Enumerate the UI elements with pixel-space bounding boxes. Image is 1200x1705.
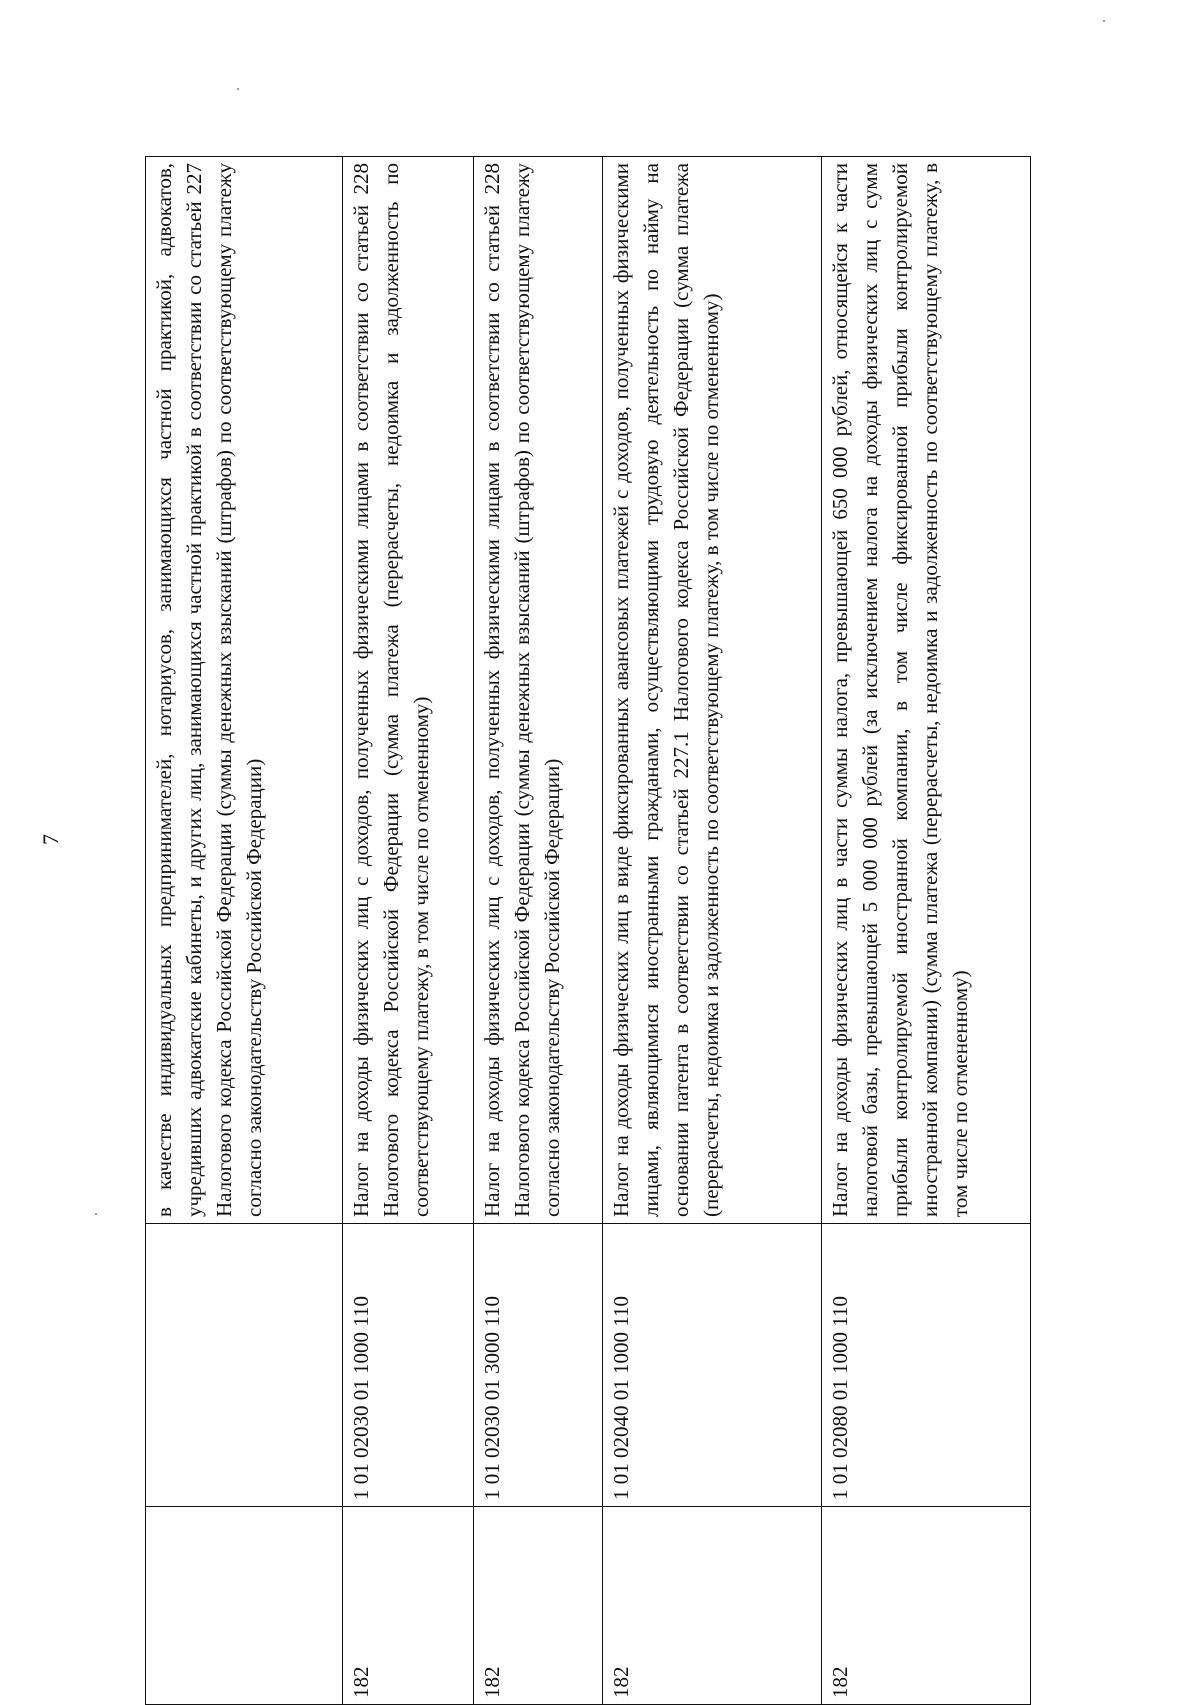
- admin-code-cell: 182: [343, 1507, 474, 1705]
- kbk-code-cell: 1 01 02030 01 3000 110: [474, 1224, 603, 1507]
- kbk-table: [145, 156, 1031, 1705]
- page-number: 7: [38, 834, 63, 845]
- table-row: [474, 157, 603, 1705]
- table-row: [343, 157, 474, 1705]
- rotated-table-container: [145, 156, 995, 1705]
- kbk-code-cell: 1 01 02040 01 1000 110: [603, 1224, 822, 1507]
- description-cell: Налог на доходы физических лиц в части суммы налога, превышающей 650 000 рублей, относящейся к части налоговой базы, превышающей 5 000 000 рублей (за исключением налога на доходы физических лиц с сумм прибыли контролируемой иностранной компании, в том числе фиксированной прибыли контролируемой иностранной компании) (сумма платежа (перерасчеты, недоимка и задолженность по соответствующему платежу, в том числе по отмененному): [822, 157, 1031, 1224]
- kbk-code-cell: 1 01 02030 01 1000 110: [343, 1224, 474, 1507]
- description-cell: в качестве индивидуальных предпринимателей, нотариусов, занимающихся частной практикой, адвокатов, учредивших адвокатские кабинеты, и других лиц, занимающихся частной практикой в соответствии со статьей 227 Налогового кодекса Российской Федерации (суммы денежных взысканий (штрафов) по соответствующему платежу согласно законодательству Российской Федерации): [146, 157, 343, 1224]
- admin-code-cell: 182: [603, 1507, 822, 1705]
- description-cell: Налог на доходы физических лиц в виде фиксированных авансовых платежей с доходов, полученных физическими лицами, являющимися иностранными гражданами, осуществляющими трудовую деятельность по найму на основании патента в соответствии со статьей 227.1 Налогового кодекса Российской Федерации (сумма платежа (перерасчеты, недоимка и задолженность по соответствующему платежу, в том числе по отмененному): [603, 157, 822, 1224]
- scan-speck: [237, 88, 239, 90]
- table-row: [822, 157, 1031, 1705]
- admin-code-cell: 182: [822, 1507, 1031, 1705]
- kbk-code-cell: [146, 1224, 343, 1507]
- admin-code-cell: [146, 1507, 343, 1705]
- kbk-code-cell: 1 01 02080 01 1000 110: [822, 1224, 1031, 1507]
- admin-code-cell: 182: [474, 1507, 603, 1705]
- description-cell: Налог на доходы физических лиц с доходов, полученных физическими лицами в соответствии со статьей 228 Налогового кодекса Российской Федерации (суммы денежных взысканий (штрафов) по соответствующему платежу согласно законодательству Российской Федерации): [474, 157, 603, 1224]
- table-row: [146, 157, 343, 1705]
- table-row: [603, 157, 822, 1705]
- scan-speck: [95, 1213, 97, 1215]
- scan-speck: [1103, 20, 1105, 22]
- description-cell: Налог на доходы физических лиц с доходов, полученных физическими лицами в соответствии со статьей 228 Налогового кодекса Российской Федерации (сумма платежа (перерасчеты, недоимка и задолженность по соответствующему платежу, в том числе по отмененному): [343, 157, 474, 1224]
